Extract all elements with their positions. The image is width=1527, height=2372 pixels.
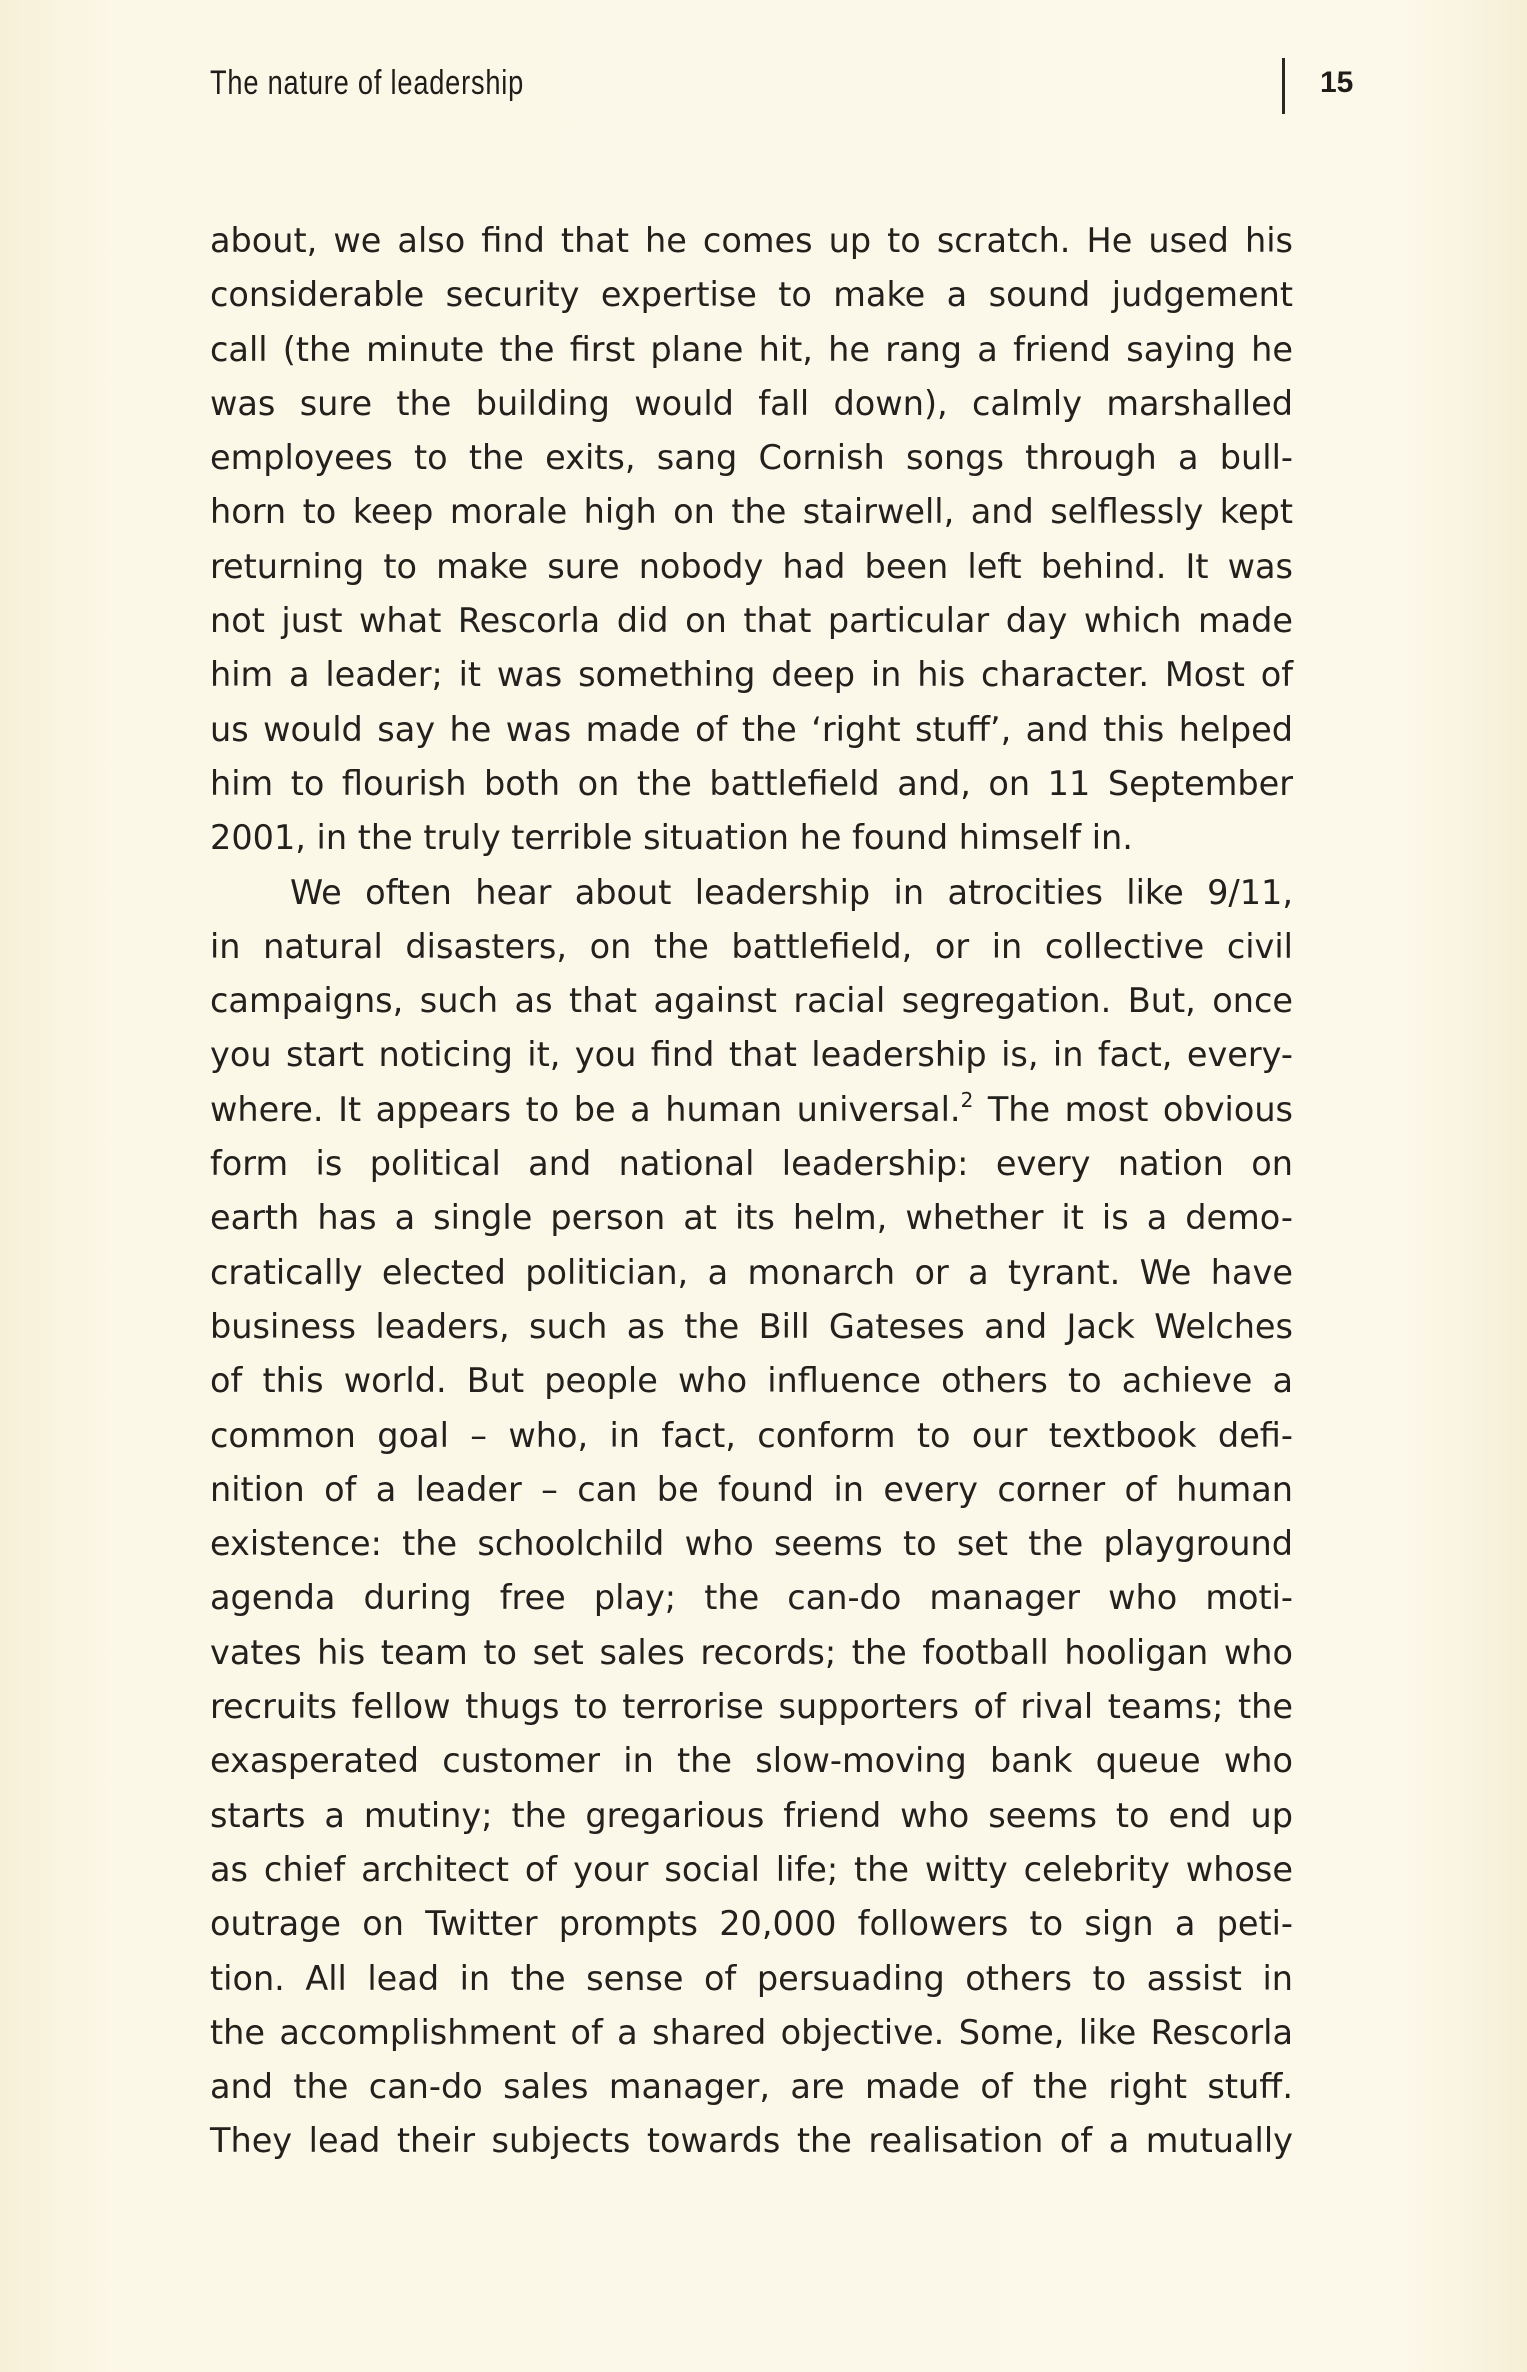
text-segment: The most obvious xyxy=(973,1089,1294,1129)
text-line: us would say he was made of the ‘right stuff’, and this helped xyxy=(210,709,1293,749)
text-segment: where. It appears to be a human universal. xyxy=(210,1089,961,1129)
text-line: We often hear about leadership in atrocities like 9/11, xyxy=(290,872,1293,912)
text-line: was sure the building would fall down), calmly marshalled xyxy=(210,383,1293,423)
text-line: call (the minute the first plane hit, he rang a friend saying he xyxy=(210,329,1293,369)
text-line-with-footnote xyxy=(210,1083,1293,1137)
text-line: tion. All lead in the sense of persuading others to assist in xyxy=(210,1958,1293,1998)
text-line: exasperated customer in the slow-moving bank queue who xyxy=(210,1741,1293,1781)
text-line: recruits fellow thugs to terrorise supporters of rival teams; the xyxy=(210,1687,1293,1727)
text-line: in natural disasters, on the battlefield, or in collective civil xyxy=(210,926,1293,966)
text-line: horn to keep morale high on the stairwell, and selflessly kept xyxy=(210,492,1293,532)
text-line: starts a mutiny; the gregarious friend who seems to end up xyxy=(210,1795,1293,1835)
text-line: form is political and national leadership: every nation on xyxy=(210,1144,1293,1184)
text-line: about, we also find that he comes up to scratch. He used his xyxy=(210,221,1293,260)
body-text xyxy=(210,214,1293,2169)
header-divider xyxy=(1282,58,1285,114)
text-line: nition of a leader – can be found in every corner of human xyxy=(210,1469,1293,1509)
text-line: and the can-do sales manager, are made of the right stuff. xyxy=(210,2067,1293,2107)
text-line: outrage on Twitter prompts 20,000 followers to sign a peti- xyxy=(210,1904,1293,1944)
page-number: 15 xyxy=(1320,66,1354,99)
running-head xyxy=(210,58,1360,118)
text-line: as chief architect of your social life; the witty celebrity whose xyxy=(210,1849,1293,1889)
text-line: business leaders, such as the Bill Gateses and Jack Welches xyxy=(210,1306,1293,1346)
text-line: of this world. But people who influence others to achieve a xyxy=(210,1361,1293,1401)
text-line: him a leader; it was something deep in his character. Most of xyxy=(210,655,1293,695)
text-line: cratically elected politician, a monarch or a tyrant. We have xyxy=(210,1252,1293,1292)
footnote-marker: 2 xyxy=(960,1087,974,1112)
text-line: agenda during free play; the can-do manager who moti- xyxy=(210,1578,1293,1618)
text-line: existence: the schoolchild who seems to set the playground xyxy=(210,1524,1293,1564)
text-line: vates his team to set sales records; the football hooligan who xyxy=(210,1632,1293,1672)
text-line: 2001, in the truly terrible situation he found himself in. xyxy=(210,818,1133,858)
text-line: not just what Rescorla did on that particular day which made xyxy=(210,601,1293,641)
paragraph-1 xyxy=(210,214,1293,866)
text-line: returning to make sure nobody had been left behind. It was xyxy=(210,546,1293,586)
text-line: him to flourish both on the battlefield and, on 11 September xyxy=(210,763,1293,803)
text-line: common goal – who, in fact, conform to our textbook defi- xyxy=(210,1415,1293,1455)
text-line: employees to the exits, sang Cornish songs through a bull- xyxy=(210,438,1293,478)
paragraph-2 xyxy=(210,866,1293,2169)
text-line: the accomplishment of a shared objective. Some, like Rescorla xyxy=(210,2012,1293,2052)
text-line: earth has a single person at its helm, whether it is a demo- xyxy=(210,1198,1293,1238)
running-title: The nature of leadership xyxy=(210,64,525,102)
text-line: considerable security expertise to make a sound judgement xyxy=(210,275,1293,315)
text-line: you start noticing it, you find that leadership is, in fact, every- xyxy=(210,1035,1293,1075)
text-line: They lead their subjects towards the realisation of a mutually xyxy=(210,2121,1293,2161)
text-line: campaigns, such as that against racial segregation. But, once xyxy=(210,981,1293,1021)
